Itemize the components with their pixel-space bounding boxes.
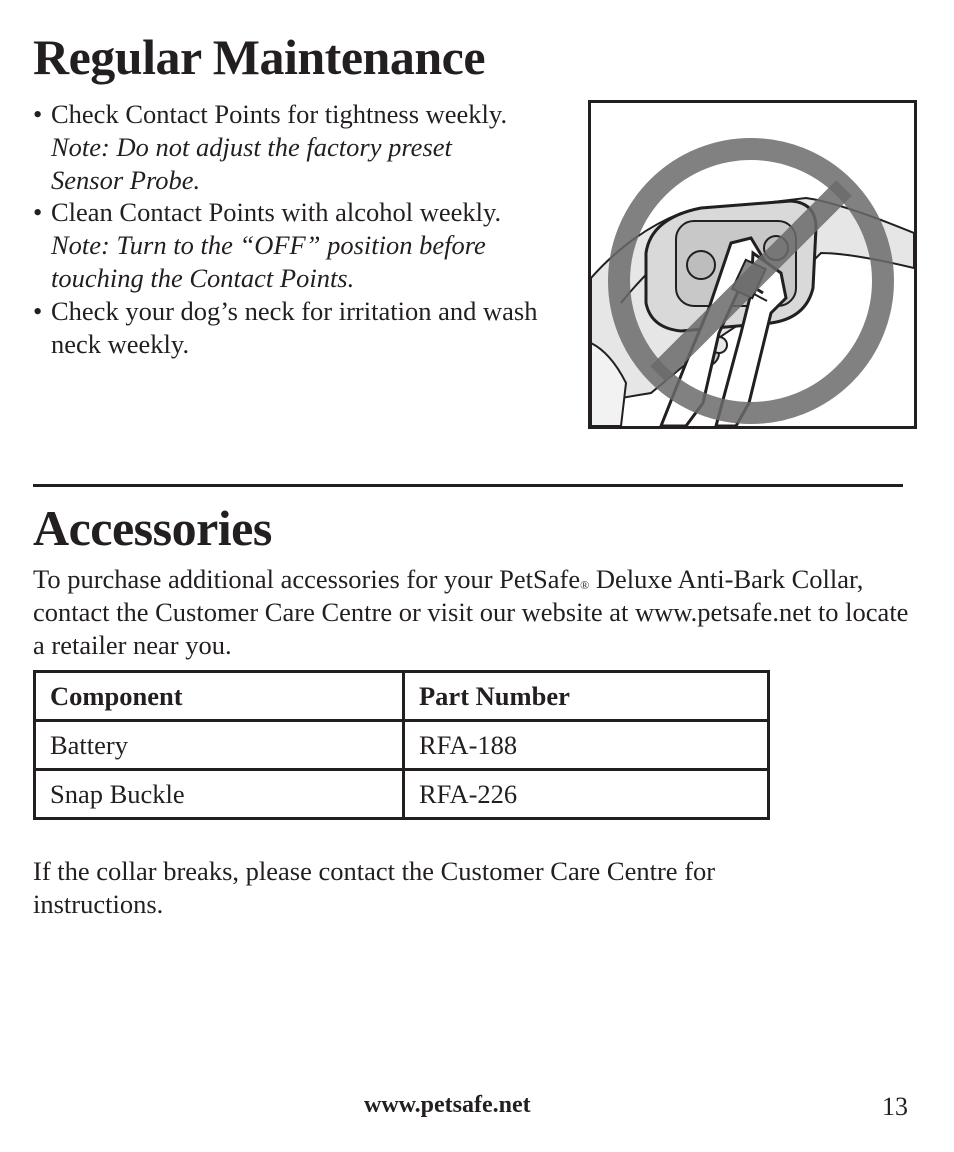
bullet-note: Note: Do not adjust the factory preset Sensor Probe. bbox=[51, 131, 452, 195]
bullet-text: Check your dog’s neck for irritation and wash neck weekly. bbox=[51, 295, 538, 359]
maintenance-bullet-item bbox=[33, 98, 578, 196]
bullet-icon: • bbox=[33, 99, 43, 129]
maintenance-bullet-list bbox=[33, 98, 578, 360]
intro-text-end: Deluxe Anti-Bark Collar, contact the Customer Care Centre or visit our website at www.petsafe.net to locate a retailer near you. bbox=[33, 564, 909, 660]
intro-text-start: To purchase additional accessories for your PetSafe bbox=[33, 564, 581, 594]
bullet-icon: • bbox=[33, 295, 43, 326]
part-number-cell: RFA-226 bbox=[404, 770, 769, 819]
column-header-part-number: Part Number bbox=[404, 672, 769, 721]
section-divider bbox=[33, 484, 903, 487]
registered-mark: ® bbox=[580, 578, 590, 592]
table-row bbox=[35, 721, 769, 770]
maintenance-bullet-item bbox=[33, 196, 578, 294]
bullet-text: Check Contact Points for tightness weekly. bbox=[51, 99, 508, 129]
accessories-outro: If the collar breaks, please contact the Customer Care Centre for instructions. bbox=[33, 856, 716, 919]
component-cell: Battery bbox=[35, 721, 404, 770]
bullet-note: Note: Turn to the “OFF” position before touching the Contact Points. bbox=[51, 230, 486, 293]
maintenance-heading: Regular Maintenance bbox=[33, 29, 486, 85]
maintenance-bullet-item bbox=[33, 295, 578, 361]
accessories-heading: Accessories bbox=[33, 500, 272, 556]
footer-url: www.petsafe.net bbox=[364, 1092, 531, 1118]
accessories-intro bbox=[33, 563, 913, 661]
parts-table bbox=[33, 670, 770, 820]
table-row bbox=[35, 770, 769, 819]
column-header-component: Component bbox=[35, 672, 404, 721]
part-number-cell: RFA-188 bbox=[404, 721, 769, 770]
page-number: 13 bbox=[882, 1092, 908, 1121]
no-pliers-on-contact-points-icon bbox=[588, 100, 917, 429]
bullet-text: Clean Contact Points with alcohol weekly. bbox=[51, 197, 502, 228]
component-cell: Snap Buckle bbox=[35, 770, 404, 819]
table-header-row bbox=[35, 672, 769, 721]
bullet-icon: • bbox=[33, 197, 43, 228]
